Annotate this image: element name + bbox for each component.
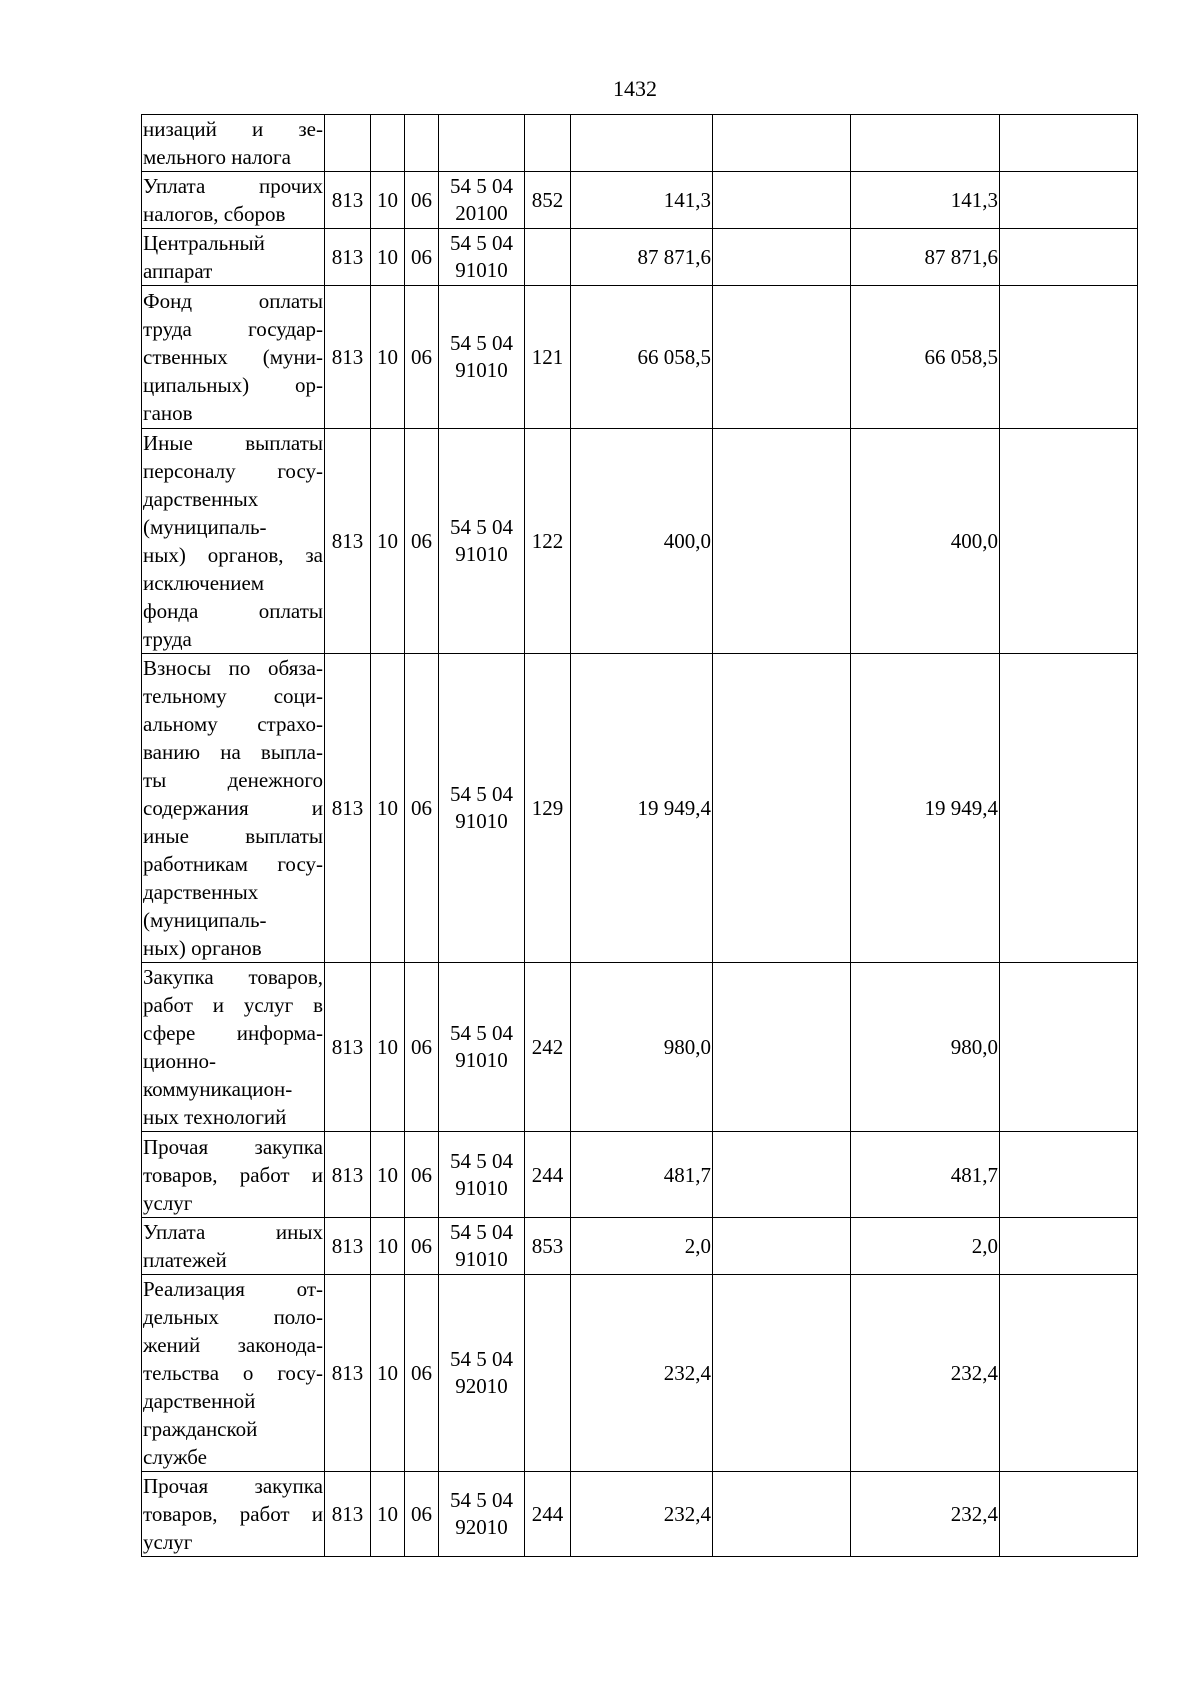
table-row [142,286,1138,429]
amount-cell-empty [713,429,851,654]
item-name-line: услуг [143,1190,193,1215]
target-article-part: 91010 [455,258,508,282]
expense-type-cell: 852 [525,172,571,229]
item-name-line: тельства о госу- [143,1361,323,1385]
item-name-line: Взносы по обяза- [143,656,323,680]
subsection-cell: 06 [405,172,439,229]
target-article-part: 54 5 04 [450,231,513,255]
item-name-line: Уплата прочих [143,174,323,198]
target-article-part: 91010 [455,542,508,566]
item-name-line: ципальных) ор- [143,373,323,397]
item-name-line: ванию на выпла- [143,740,323,764]
amount-total-cell: 232,4 [851,1275,1000,1472]
item-name-line: товаров, работ и [143,1502,323,1526]
target-article-part: 54 5 04 [450,174,513,198]
target-article-cell [439,1472,525,1557]
item-name-line: коммуникацион- [143,1077,293,1101]
amount-cell-extra [1000,115,1138,172]
item-name-line: товаров, работ и [143,1162,323,1187]
item-name-line: ных) органов [143,936,262,960]
amount-cell-empty [713,1275,851,1472]
item-name-line: платежей [143,1248,227,1272]
amount-cell-extra [1000,286,1138,429]
amount-cell-extra [1000,172,1138,229]
item-name-line: персоналу госу- [143,459,323,483]
subsection-cell: 06 [405,1218,439,1275]
expense-type-cell: 122 [525,429,571,654]
amount-cell-empty [713,963,851,1132]
item-name-line: работ и услуг в [143,993,323,1017]
amount-cell: 141,3 [571,172,713,229]
amount-cell-empty [713,654,851,963]
item-name-line: мельного налога [143,145,291,169]
item-name-line: гражданской [143,1417,258,1441]
target-article-part: 54 5 04 [450,1347,513,1371]
target-article-part: 91010 [455,1175,508,1200]
admin-code-cell: 813 [325,429,371,654]
amount-cell-empty [713,229,851,286]
table-row [142,172,1138,229]
subsection-cell: 06 [405,963,439,1132]
section-cell: 10 [371,229,405,286]
item-name-line: работникам госу- [143,852,323,876]
item-name-cell [142,286,325,429]
admin-code-cell: 813 [325,172,371,229]
target-article-part: 92010 [455,1515,508,1539]
target-article-cell [439,654,525,963]
admin-code-cell [325,115,371,172]
item-name-line: тельному соци- [143,684,323,708]
amount-cell: 481,7 [571,1132,713,1218]
item-name-line: иные выплаты [143,824,323,848]
item-name-line: исключением [143,571,265,595]
amount-total-cell: 2,0 [851,1218,1000,1275]
target-article-part: 91010 [455,1247,508,1271]
table-row [142,1132,1138,1218]
amount-cell: 980,0 [571,963,713,1132]
amount-total-cell: 19 949,4 [851,654,1000,963]
section-cell: 10 [371,172,405,229]
item-name-line: жений законода- [143,1333,323,1357]
expense-type-cell: 121 [525,286,571,429]
table-body [142,115,1138,1557]
item-name-line: Фонд оплаты [143,289,323,313]
target-article-cell [439,1132,525,1218]
amount-cell: 2,0 [571,1218,713,1275]
admin-code-cell: 813 [325,286,371,429]
expense-type-cell [525,115,571,172]
page-number: 1432 [613,76,657,101]
amount-cell: 87 871,6 [571,229,713,286]
amount-cell-extra [1000,429,1138,654]
target-article-cell [439,286,525,429]
item-name-line: дельных поло- [143,1305,323,1329]
amount-cell-extra [1000,229,1138,286]
target-article-cell [439,1275,525,1472]
expense-type-cell: 242 [525,963,571,1132]
item-name-line: ганов [143,401,193,425]
item-name-line: налогов, сборов [143,202,286,226]
amount-total-cell: 87 871,6 [851,229,1000,286]
item-name-cell [142,115,325,172]
item-name-cell [142,229,325,286]
target-article-part: 54 5 04 [450,1021,513,1045]
item-name-line: альному страхо- [143,712,323,736]
target-article-cell [439,229,525,286]
table-row [142,654,1138,963]
admin-code-cell: 813 [325,654,371,963]
item-name-line: услуг [143,1530,193,1554]
section-cell: 10 [371,429,405,654]
target-article-cell [439,1218,525,1275]
target-article-cell [439,172,525,229]
item-name-line: труда государ- [143,317,323,341]
amount-cell: 232,4 [571,1275,713,1472]
target-article-part: 54 5 04 [450,1220,513,1244]
amount-total-cell: 66 058,5 [851,286,1000,429]
amount-total-cell: 481,7 [851,1132,1000,1218]
amount-cell: 66 058,5 [571,286,713,429]
section-cell: 10 [371,1218,405,1275]
subsection-cell: 06 [405,1275,439,1472]
amount-cell [571,115,713,172]
item-name-line: ных) органов, за [143,543,323,567]
section-cell: 10 [371,286,405,429]
amount-cell: 232,4 [571,1472,713,1557]
item-name-cell [142,1275,325,1472]
amount-cell: 19 949,4 [571,654,713,963]
target-article-part: 92010 [455,1374,508,1398]
item-name-line: (муниципаль- [143,908,267,932]
item-name-line: фонда оплаты [143,599,323,623]
section-cell: 10 [371,1472,405,1557]
amount-cell-empty [713,115,851,172]
subsection-cell: 06 [405,229,439,286]
target-article-cell [439,963,525,1132]
amount-total-cell: 400,0 [851,429,1000,654]
item-name-line: дарственных [143,880,259,904]
item-name-line: труда [143,627,192,651]
item-name-cell [142,963,325,1132]
table-row [142,115,1138,172]
table-row [142,1275,1138,1472]
admin-code-cell: 813 [325,1218,371,1275]
item-name-line: Прочая закупка [143,1134,323,1159]
amount-cell-empty [713,1218,851,1275]
table-row [142,1218,1138,1275]
amount-cell-extra [1000,1472,1138,1557]
amount-total-cell [851,115,1000,172]
section-cell: 10 [371,1275,405,1472]
table-row [142,429,1138,654]
item-name-cell [142,429,325,654]
amount-total-cell: 980,0 [851,963,1000,1132]
amount-cell-extra [1000,654,1138,963]
table-row [142,963,1138,1132]
target-article-part: 54 5 04 [450,782,513,806]
amount-total-cell: 232,4 [851,1472,1000,1557]
target-article-cell [439,429,525,654]
subsection-cell [405,115,439,172]
amount-cell-extra [1000,1218,1138,1275]
admin-code-cell: 813 [325,229,371,286]
item-name-line: аппарат [143,259,213,283]
admin-code-cell: 813 [325,963,371,1132]
target-article-part: 20100 [455,201,508,225]
admin-code-cell: 813 [325,1132,371,1218]
item-name-line: содержания и [143,796,323,820]
item-name-line: Уплата иных [143,1220,323,1244]
section-cell [371,115,405,172]
target-article-part: 54 5 04 [450,515,513,539]
target-article-part: 54 5 04 [450,331,513,355]
item-name-line: Иные выплаты [143,431,323,455]
item-name-cell [142,1472,325,1557]
table-row [142,1472,1138,1557]
budget-table [141,114,1138,1557]
item-name-cell [142,172,325,229]
item-name-cell [142,1132,325,1218]
amount-cell-extra [1000,1275,1138,1472]
amount-cell-empty [713,172,851,229]
item-name-line: Центральный [143,231,265,255]
subsection-cell: 06 [405,1472,439,1557]
item-name-line: ты денежного [143,768,323,792]
expense-type-cell [525,229,571,286]
amount-cell-extra [1000,1132,1138,1218]
item-name-line: службе [143,1445,207,1469]
expense-type-cell: 853 [525,1218,571,1275]
item-name-line: ственных (муни- [143,345,323,369]
expense-type-cell: 244 [525,1472,571,1557]
section-cell: 10 [371,963,405,1132]
section-cell: 10 [371,1132,405,1218]
admin-code-cell: 813 [325,1275,371,1472]
admin-code-cell: 813 [325,1472,371,1557]
amount-cell-extra [1000,963,1138,1132]
target-article-cell [439,115,525,172]
target-article-part: 54 5 04 [450,1488,513,1512]
table-row [142,229,1138,286]
item-name-cell [142,1218,325,1275]
subsection-cell: 06 [405,654,439,963]
item-name-line: Прочая закупка [143,1474,323,1498]
subsection-cell: 06 [405,429,439,654]
item-name-line: (муниципаль- [143,515,267,539]
target-article-part: 91010 [455,1048,508,1072]
target-article-part: 91010 [455,358,508,382]
item-name-line: Закупка товаров, [143,965,323,989]
target-article-part: 91010 [455,809,508,833]
item-name-line: дарственных [143,487,259,511]
item-name-line: сфере информа- [143,1021,323,1045]
subsection-cell: 06 [405,1132,439,1218]
expense-type-cell: 244 [525,1132,571,1218]
expense-type-cell [525,1275,571,1472]
item-name-line: дарственной [143,1389,256,1413]
section-cell: 10 [371,654,405,963]
amount-cell: 400,0 [571,429,713,654]
subsection-cell: 06 [405,286,439,429]
item-name-cell [142,654,325,963]
item-name-line: низаций и зе- [143,117,323,141]
item-name-line: ных технологий [143,1105,287,1129]
amount-cell-empty [713,1472,851,1557]
amount-cell-empty [713,286,851,429]
amount-cell-empty [713,1132,851,1218]
item-name-line: Реализация от- [143,1277,323,1301]
expense-type-cell: 129 [525,654,571,963]
amount-total-cell: 141,3 [851,172,1000,229]
target-article-part: 54 5 04 [450,1148,513,1173]
item-name-line: ционно- [143,1049,216,1073]
